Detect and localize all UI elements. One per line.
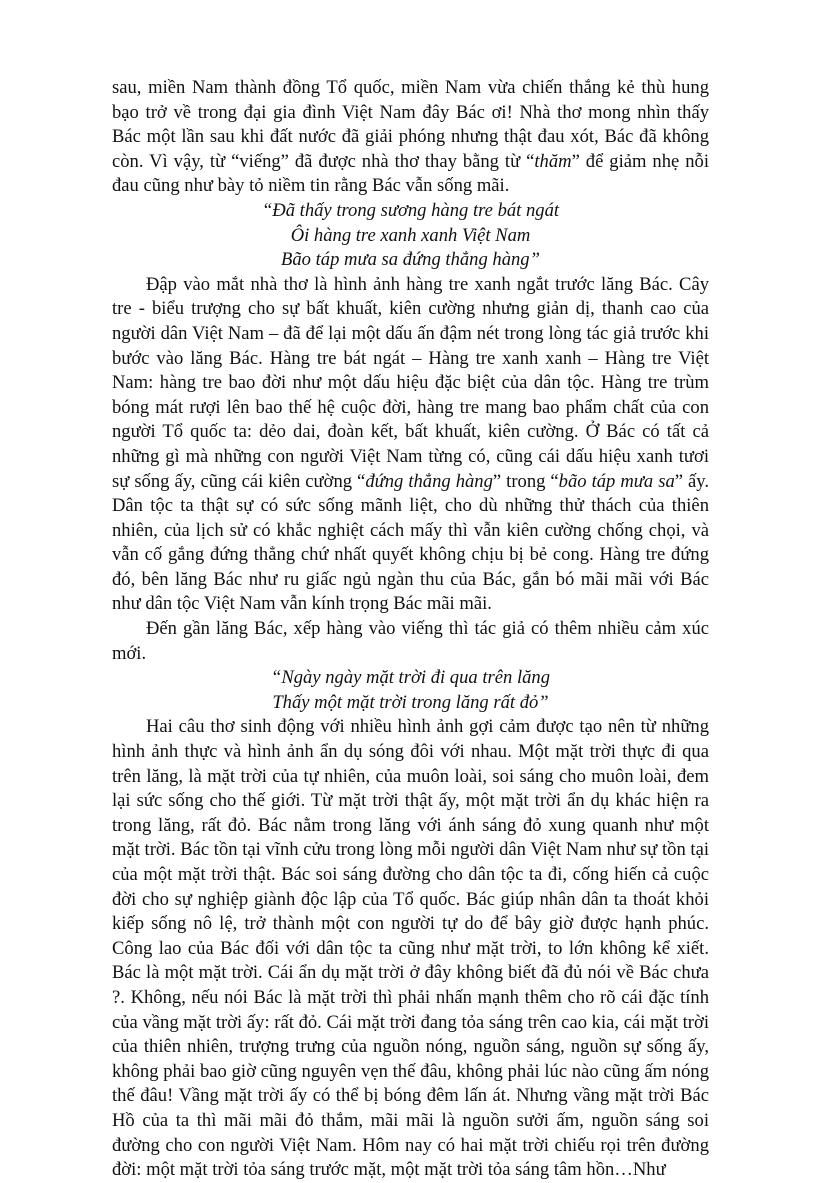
document-page (112, 76, 709, 1183)
poem-line: Ôi hàng tre xanh xanh Việt Nam (290, 224, 531, 246)
poem-line: “Đã thấy trong sương hàng tre bát ngát (261, 199, 560, 221)
emphasis-tham: thăm (534, 150, 572, 172)
emphasis-bao-tap-mua-sa: bão táp mưa sa (558, 470, 675, 492)
paragraph-1: sau, miền Nam thành đồng Tổ quốc, miền Nam vừa chiến thắng kẻ thù hung bạo trở về trong đại gia đình Việt Nam đây Bác ơi! Nhà thơ mong nhìn thấy Bác một lần sau khi đất nước đã giải phóng nhưng thật đau xót, Bác đã không còn. Vì vậy, từ “viếng” đã được nhà thơ thay bằng từ “thăm” để giảm nhẹ nỗi đau cũng như bày tỏ niềm tin rằng Bác vẫn sống mãi. (112, 77, 709, 197)
poem-line: Bão táp mưa sa đứng thẳng hàng” (281, 249, 540, 271)
emphasis-dung-thang-hang: đứng thẳng hàng (365, 470, 493, 492)
paragraph-4: Hai câu thơ sinh động với nhiều hình ảnh gợi cảm được tạo nên từ những hình ảnh thực và hình ảnh ẩn dụ sóng đôi với nhau. Một mặt trời thực đi qua trên lăng, là mặt trời của tự nhiên, của muôn loài, soi sáng cho muôn loài, đem lại sức sống cho thế giới. Từ mặt trời thật ấy, một mặt trời ẩn dụ khác hiện ra trong lăng, rất đỏ. Bác nằm trong lăng với ánh sáng đỏ xung quanh như một mặt trời. Bác tồn tại vĩnh cửu trong lòng mỗi người dân Việt Nam như sự tồn tại của một mặt trời thật. Bác soi sáng đường cho dân tộc ta đi, cống hiến cả cuộc đời cho sự nghiệp giành độc lập của Tổ quốc. Bác giúp nhân dân ta thoát khỏi kiếp sống nô lệ, trở thành một con người tự do để bây giờ được hạnh phúc. Công lao của Bác đối với dân tộc ta cũng như mặt trời, to lớn không kể xiết. Bác là một mặt trời. Cái ẩn dụ mặt trời ở đây không biết đã đủ nói về Bác chưa ?. Không, nếu nói Bác là mặt trời thì phải nhấn mạnh thêm cho rõ cái đặc tính của vầng mặt trời ấy: rất đỏ. Cái mặt trời đang tỏa sáng trên cao kia, cái mặt trời của thiên nhiên, trượng trưng của nguồn nóng, nguồn sáng, nguồn sự sống ấy, không phải bao giờ cũng nguyên vẹn thế đâu, không phải lúc nào cũng ấm nóng thế đâu! Vầng mặt trời ấy có thể bị bóng đêm lấn át. Nhưng vầng mặt trời Bác Hồ của ta thì mãi mãi đỏ thắm, mãi mãi là nguồn sưởi ấm, nguồn sáng soi đường cho con người Việt Nam. Hôm nay có hai mặt trời chiếu rọi trên đường đời: một mặt trời tỏa sáng trước mặt, một mặt trời tỏa sáng tâm hồn…Như (112, 716, 709, 1181)
paragraph-2: Đập vào mắt nhà thơ là hình ảnh hàng tre xanh ngắt trước lăng Bác. Cây tre - biểu trượng cho sự bất khuất, kiên cường nhưng giản dị, thanh cao của người dân Việt Nam – đã để lại một dấu ấn đậm nét trong lòng tác giả trước khi bước vào lăng Bác. Hàng tre bát ngát – Hàng tre xanh xanh – Hàng tre Việt Nam: hàng tre bao đời như một dấu hiệu đặc biệt của dân tộc. Hàng tre trùm bóng mát rượi lên bao thế hệ cuộc đời, hàng tre mang bao phẩm chất của con người Tổ quốc ta: dẻo dai, đoàn kết, bất khuất, kiên cường. Ở Bác có tất cả những gì mà những con người Việt Nam từng có, cũng cái dấu hiệu xanh tươi sự sống ấy, cũng cái kiên cường “đứng thẳng hàng” trong “bão táp mưa sa” ấy. Dân tộc ta thật sự có sức sống mãnh liệt, cho dù những thử thách của thiên nhiên, của lịch sử có khắc nghiệt cách mấy thì vẫn kiên cường chống chọi, và vẫn cố gắng đứng thẳng chứ nhất quyết không chịu bị bẻ cong. Hàng tre đứng đó, bên lăng Bác như ru giấc ngủ ngàn thu của Bác, gắn bó mãi mãi với Bác như dân tộc Việt Nam vẫn kính trọng Bác mãi mãi. (112, 273, 709, 615)
poem-line: Thấy một mặt trời trong lăng rất đỏ” (272, 691, 549, 713)
poem-line: “Ngày ngày mặt trời đi qua trên lăng (270, 667, 550, 689)
poem-stanza-1 (112, 199, 709, 273)
paragraph-3: Đến gần lăng Bác, xếp hàng vào viếng thì tác giả có thêm nhiều cảm xúc mới. (112, 618, 709, 664)
poem-stanza-2 (112, 666, 709, 715)
